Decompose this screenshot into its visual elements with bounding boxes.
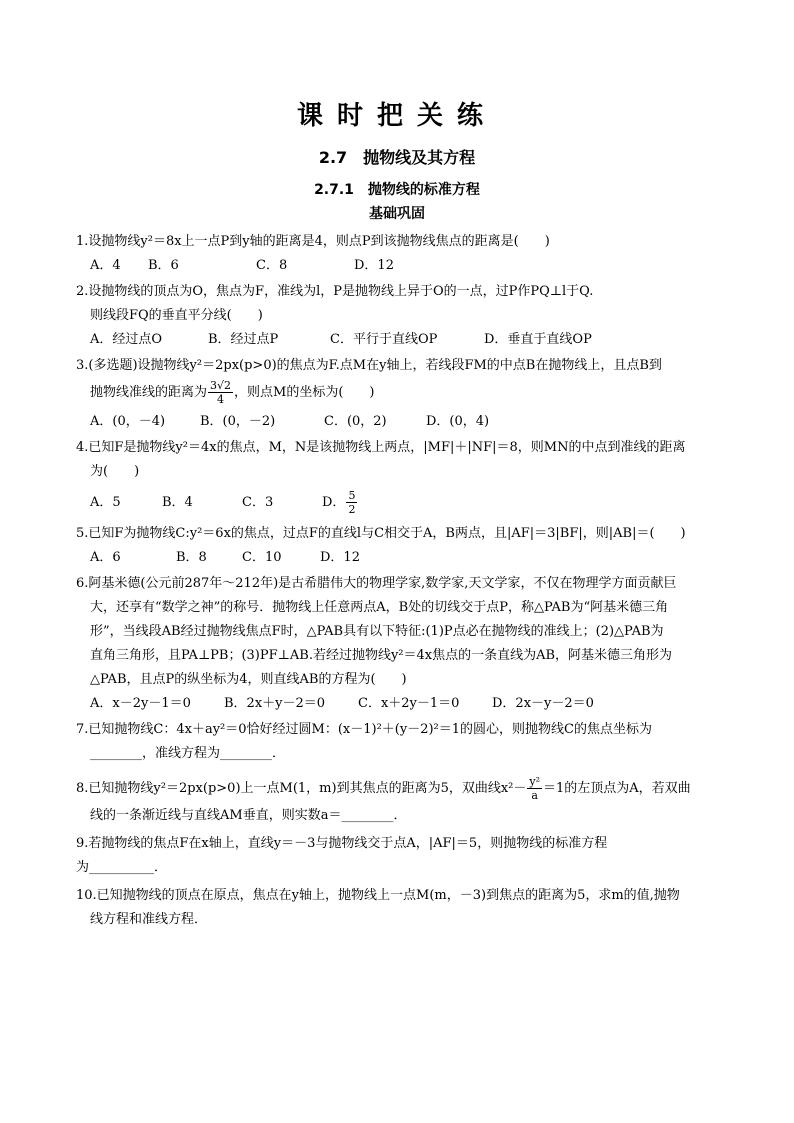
- question-3: [76, 354, 726, 434]
- option-a: A．4: [90, 258, 121, 273]
- question-stem: 10.已知抛物线的顶点在原点，焦点在y轴上，抛物线上一点M(m，－3)到焦点的距离为5，求m的值,抛物: [76, 888, 680, 903]
- question-list: [76, 230, 726, 932]
- fraction-numerator: 3√2: [210, 379, 232, 392]
- option-c: C．8: [256, 258, 288, 273]
- question-stem: [76, 774, 726, 804]
- question-10: [76, 884, 726, 932]
- question-stem: 3.(多选题)设抛物线y²＝2px(p>0)的焦点为F.点M在y轴上，若线段FM的中点B在抛物线上，且点B到: [76, 358, 662, 373]
- option-b: B．经过点P: [208, 332, 279, 347]
- question-stem-continued: [76, 378, 726, 408]
- question-stem-continued: 线方程和准线方程．: [90, 912, 208, 927]
- question-stem-continued: 则线段FQ的垂直平分线( ): [90, 308, 263, 323]
- options-row: [76, 546, 726, 570]
- option-d: D．2x－y－2＝0: [492, 696, 594, 711]
- stem-text: ＝1的左顶点为A，若双曲: [543, 781, 691, 796]
- fraction: [208, 379, 233, 406]
- question-stem: 7.已知抛物线C：4x＋ay²＝0恰好经过圆M：(x－1)²＋(y－2)²＝1的圆心，则抛物线C的焦点坐标为: [76, 722, 652, 737]
- option-c: C．x＋2y－1＝0: [358, 696, 460, 711]
- option-b: B．4: [162, 495, 193, 510]
- question-7: [76, 718, 726, 766]
- fraction-numerator: y²: [529, 775, 541, 788]
- stem-text: ，则点M的坐标为( ): [234, 385, 375, 400]
- question-8: [76, 774, 726, 828]
- options-row: [76, 328, 726, 352]
- option-a: A．经过点O: [90, 332, 163, 347]
- option-c: C．平行于直线OP: [330, 332, 438, 347]
- section-title: 2.7 抛物线及其方程: [318, 148, 476, 167]
- question-stem-continued: 为__________．: [76, 860, 168, 875]
- fraction-numerator: 5: [348, 489, 356, 502]
- option-c: C．3: [242, 495, 274, 510]
- question-stem-continued: 大，还享有“数学之神”的称号．抛物线上任意两点A，B处的切线交于点P，称△PAB为“阿基米德三角: [90, 600, 669, 615]
- option-d: [322, 488, 358, 518]
- option-a: A．5: [90, 495, 121, 510]
- fraction: [527, 775, 542, 802]
- option-a: A．6: [90, 550, 121, 565]
- option-a: A．(0，－4): [90, 414, 166, 429]
- options-row: [76, 410, 726, 434]
- option-a: A．x－2y－1＝0: [90, 696, 191, 711]
- option-b: B．(0，－2): [200, 414, 276, 429]
- option-d-label: D．: [322, 495, 346, 510]
- options-row: [76, 488, 726, 518]
- option-d: D．12: [354, 258, 394, 273]
- question-stem-continued: 形”，当线段AB经过抛物线焦点F时，△PAB具有以下特征:(1)P点必在抛物线的准线上；(2)△PAB为: [90, 624, 664, 639]
- option-c: C．10: [242, 550, 282, 565]
- option-b: B．8: [176, 550, 207, 565]
- question-stem-continued: 为( ): [90, 464, 140, 479]
- fraction-denominator: 2: [348, 503, 356, 516]
- option-c: C．(0，2): [324, 414, 387, 429]
- subsection-title: 2.7.1 抛物线的标准方程: [314, 182, 480, 198]
- question-stem: 4.已知F是抛物线y²＝4x的焦点，M，N是该抛物线上两点，|MF|＋|NF|＝8，则MN的中点到准线的距离: [76, 440, 686, 455]
- question-stem-continued: 直角三角形，且PA⊥PB；(3)PF⊥AB.若经过抛物线y²＝4x焦点的一条直线为AB，阿基米德三角形为: [90, 648, 673, 663]
- question-stem-continued: △PAB，且点P的纵坐标为4，则直线AB的方程为( ): [90, 672, 407, 687]
- question-stem-continued: ________，准线方程为________．: [90, 746, 286, 761]
- category-label: 基础巩固: [369, 206, 425, 222]
- question-2: [76, 280, 726, 352]
- option-b: B．6: [148, 258, 179, 273]
- fraction-denominator: a: [531, 789, 538, 802]
- option-d: D．垂直于直线OP: [484, 332, 592, 347]
- question-4: [76, 436, 726, 518]
- option-d: D．12: [320, 550, 360, 565]
- stem-text: 抛物线准线的距离为: [90, 385, 208, 400]
- options-row: [76, 254, 726, 278]
- question-6: [76, 572, 726, 716]
- page-title: 课时把关练: [296, 101, 497, 131]
- fraction: [346, 489, 357, 516]
- fraction-denominator: 4: [217, 393, 225, 406]
- question-stem: 5.已知F为抛物线C:y²＝6x的焦点，过点F的直线l与C相交于A，B两点，且|AF|＝3|BF|，则|AB|＝( ): [76, 526, 686, 541]
- question-stem: 9.若抛物线的焦点F在x轴上，直线y＝－3与抛物线交于点A，|AF|＝5，则抛物线的标准方程: [76, 836, 608, 851]
- option-b: B．2x＋y－2＝0: [224, 696, 326, 711]
- options-row: [76, 692, 726, 716]
- question-stem-continued: 线的一条渐近线与直线AM垂直，则实数a＝________．: [90, 808, 407, 823]
- question-9: [76, 832, 726, 880]
- question-stem: 2.设抛物线的顶点为O，焦点为F，准线为l，P是抛物线上异于O的一点，过P作PQ⊥l于Q.: [76, 284, 594, 299]
- question-stem: 1.设抛物线y²＝8x上一点P到y轴的距离是4，则点P到该抛物线焦点的距离是( ): [76, 234, 550, 249]
- question-5: [76, 522, 726, 570]
- stem-text: 8.已知抛物线y²＝2px(p>0)上一点M(1，m)到其焦点的距离为5，双曲线x²－: [76, 781, 527, 796]
- question-stem: 6.阿基米德(公元前287年～212年)是古希腊伟大的物理学家,数学家,天文学家，不仅在物理学方面贡献巨: [76, 576, 677, 591]
- question-1: [76, 230, 726, 278]
- option-d: D．(0，4): [426, 414, 490, 429]
